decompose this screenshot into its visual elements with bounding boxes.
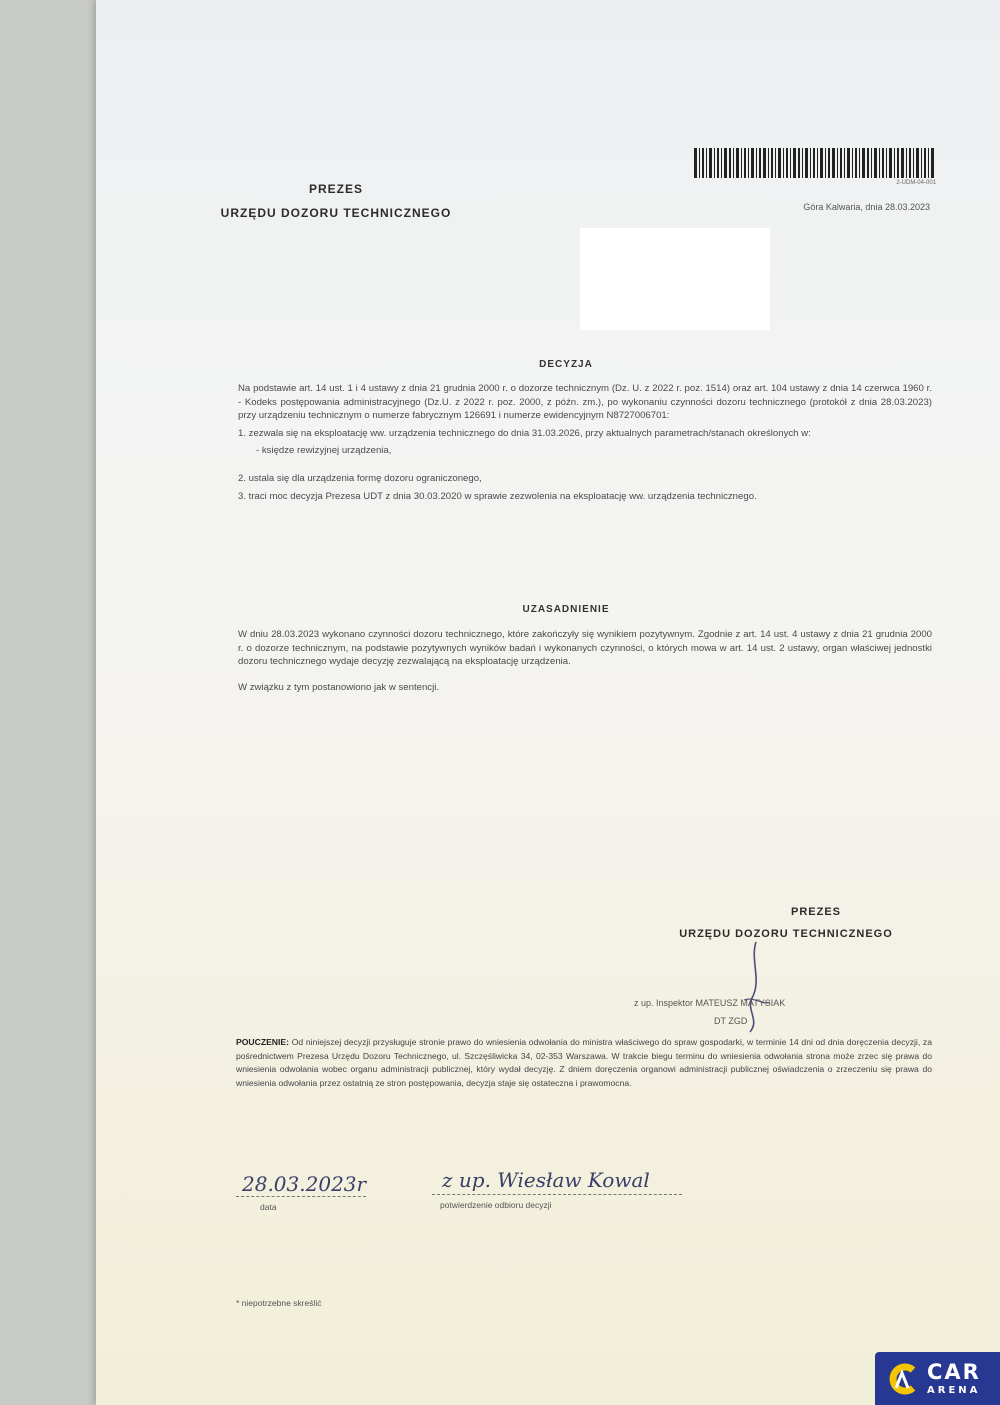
justification-conclusion: W związku z tym postanowiono jak w sentencji.: [238, 681, 440, 693]
decision-point-1: 1. zezwala się na eksploatację ww. urządzenia technicznego do dnia 31.03.2026, przy aktualnych parametrach/stanach określonych w:: [238, 427, 811, 439]
justification-body: [238, 628, 932, 698]
instruction-text: Od niniejszej decyzji przysługuje stronie prawo do wniesienia odwołania do ministra właściwego do spraw gospodarki, w terminie 14 dni od dnia doręczenia decyzji, za pośrednictwem Prezesa Urzędu Dozoru Technicznego, ul. Szczęśliwicka 34, 02-353 Warszawa. W trakcie biegu terminu do wniesienia odwołania strona może zrzec się prawa do wniesienia odwołania wobec organu administracji publicznej, który wydał decyzję. Z dniem doręczenia organowi administracji publicznej oświadczenia o zrzeczeniu się prawa do wniesienia odwołania przez ostatnią ze stron postępowania, decyzja staje się ostateczna i prawomocna.: [236, 1037, 932, 1088]
signature-block: [596, 906, 896, 940]
instruction-notice: [236, 1036, 932, 1090]
barcode: [694, 148, 936, 178]
car-arena-logo: [875, 1352, 1000, 1405]
issuer-header: [146, 182, 526, 220]
place-date: Góra Kalwaria, dnia 28.03.2023: [803, 202, 930, 212]
footnote: * niepotrzebne skreślić: [236, 1298, 322, 1308]
logo-text-arena: ARENA: [927, 1384, 981, 1396]
justification-text: W dniu 28.03.2023 wykonano czynności dozoru technicznego, które zakończyły się wynikiem pozytywnym. Zgodnie z art. 14 ust. 4 ustawy z dnia 21 grudnia 2000 r. o dozorze technicznym, na podstawie pozytywnych wyników badań i wykonanych czynności, o których mowa w art. 14 ust. 2 ustawy, organ właściwej jednostki dozoru technicznego wydaje decyzję zezwalającą na eksploatację urządzenia.: [238, 629, 932, 668]
issuer-line2: URZĘDU DOZORU TECHNICZNEGO: [220, 206, 452, 220]
decision-intro: Na podstawie art. 14 ust. 1 i 4 ustawy z dnia 21 grudnia 2000 r. o dozorze technicznym (Dz. U. z 2022 r. poz. 1514) oraz art. 104 ustawy z dnia 14 czerwca 1960 r. - Kodeks postępowania administracyjnego (Dz.U. z 2022 r. poz. 2000, z późn. zm.), po wykonaniu czynności dozoru technicznego (protokół z dnia 28.03.2023) przy urządzeniu technicznym o numerze fabrycznym 126691 i numerze ewidencyjnym N8727006701:: [238, 383, 932, 422]
justification-title: UZASADNIENIE: [522, 604, 610, 615]
signature-by-line: z up. Inspektor MATEUSZ MATYSIAK: [634, 998, 786, 1008]
receipt-signature-handwritten: z up. Wiesław Kowal: [442, 1168, 650, 1192]
car-arena-emblem-icon: [883, 1361, 919, 1397]
barcode-number: 2-UDM-04-001: [896, 180, 936, 186]
decision-body: [238, 382, 932, 507]
issuer-line1: PREZES: [308, 182, 363, 196]
document-page: [96, 0, 1000, 1405]
receipt-date-line: [236, 1196, 366, 1197]
receipt-date-label: data: [260, 1202, 277, 1212]
decision-point-1-item: - księdze rewizyjnej urządzenia,: [256, 445, 392, 457]
signature-title-line1: PREZES: [790, 906, 841, 918]
decision-point-3: 3. traci moc decyzja Prezesa UDT z dnia 30.03.2020 w sprawie zezwolenia na eksploatację ww. urządzenia technicznego.: [238, 490, 757, 502]
instruction-label: POUCZENIE:: [236, 1037, 289, 1047]
decision-point-2: 2. ustala się dla urządzenia formę dozoru ograniczonego,: [238, 472, 482, 484]
signature-title-line2: URZĘDU DOZORU TECHNICZNEGO: [679, 928, 893, 940]
receipt-date-handwritten: 28.03.2023r: [242, 1172, 367, 1196]
decision-title: DECYZJA: [539, 359, 593, 370]
receipt-signature-label: potwierdzenie odbioru decyzji: [440, 1200, 552, 1210]
signature-department: DT ZGD: [714, 1016, 748, 1026]
logo-text-car: CAR: [927, 1359, 981, 1384]
redacted-address-block: [580, 228, 770, 330]
receipt-signature-line: [432, 1194, 682, 1195]
